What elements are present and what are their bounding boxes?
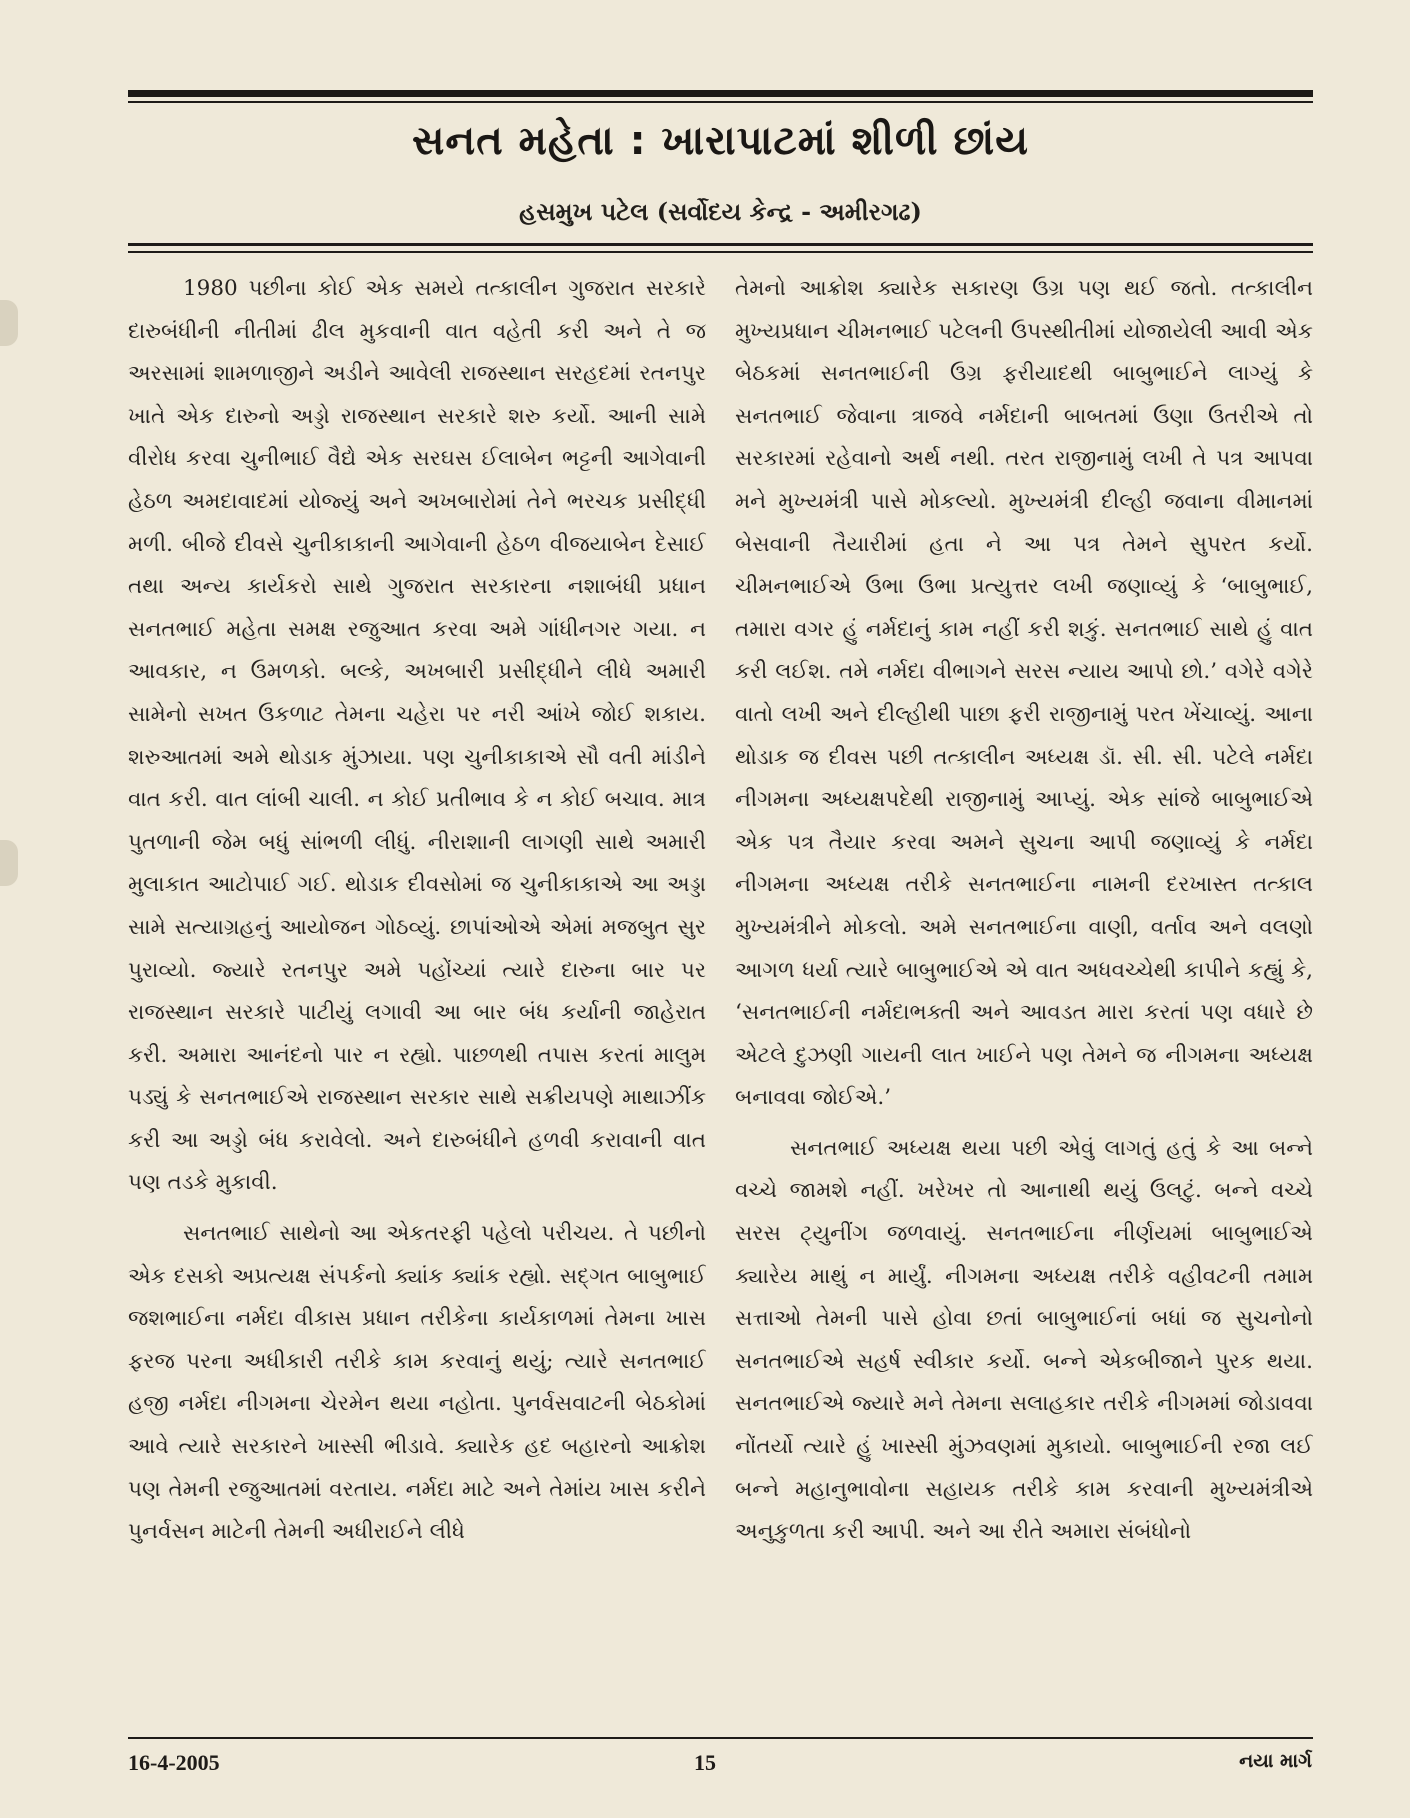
header-bottom-rule-thin	[128, 251, 1313, 253]
header-top-rule-thin	[128, 101, 1313, 103]
page-edge-tear	[0, 300, 18, 346]
article-byline: હસમુખ પટેલ (સર્વોદય કેન્દ્ર - અમીરગઢ)	[519, 197, 922, 226]
article-column-left	[128, 268, 706, 1708]
article-paragraph: તેમનો આક્રોશ ક્યારેક સકારણ ઉગ્ર પણ થઈ જતો. તત્કાલીન મુખ્યપ્રધાન ચીમનભાઈ પટેલની ઉપસ્થીતીમાં યોજાયેલી આવી એક બેઠકમાં સનતભાઈની ઉગ્ર ફરીયાદથી બાબુભાઈને લાગ્યું કે સનતભાઈ જેવાના ત્રાજવે નર્મદાની બાબતમાં ઉણા ઉતરીએ તો સરકારમાં રહેવાનો અર્થ નથી. તરત રાજીનામું લખી તે પત્ર આપવા મને મુખ્યમંત્રી પાસે મોકલ્યો. મુખ્યમંત્રી દીલ્હી જવાના વીમાનમાં બેસવાની તૈયારીમાં હતા ને આ પત્ર તેમને સુપરત કર્યો. ચીમનભાઈએ ઉભા ઉભા પ્રત્યુત્તર લખી જણાવ્યું કે ‘બાબુભાઈ, તમારા વગર હું નર્મદાનું કામ નહીં કરી શકું. સનતભાઈ સાથે હું વાત કરી લઈશ. તમે નર્મદા વીભાગને સરસ ન્યાય આપો છો.’ વગેરે વગેરે વાતો લખી અને દીલ્હીથી પાછા ફરી રાજીનામું પરત ખેંચાવ્યું. આના થોડાક જ દીવસ પછી તત્કાલીન અધ્યક્ષ ડૉ. સી. સી. પટેલે નર્મદા નીગમના અધ્યક્ષપદેથી રાજીનામું આપ્યું. એક સાંજે બાબુભાઈએ એક પત્ર તૈયાર કરવા અમને સુચના આપી જણાવ્યું કે નર્મદા નીગમના અધ્યક્ષ તરીકે સનતભાઈના નામની દરખાસ્ત તત્કાલ મુખ્યમંત્રીને મોકલો. અમે સનતભાઈના વાણી, વર્તાવ અને વલણો આગળ ધર્યા ત્યારે બાબુભાઈએ એ વાત અધવચ્ચેથી કાપીને કહ્યું કે, ‘સનતભાઈની નર્મદાભક્તી અને આવડત મારા કરતાં પણ વધારે છે એટલે દુઝણી ગાયની લાત ખાઈને પણ તેમને જ નીગમના અધ્યક્ષ બનાવવા જોઈએ.’	[735, 276, 1313, 1111]
footer-page-number: 15	[694, 1750, 716, 1775]
article-paragraph: 1980 પછીના કોઈ એક સમયે તત્કાલીન ગુજરાત સરકારે દારુબંધીની નીતીમાં ઢીલ મુકવાની વાત વહેતી કરી અને તે જ અરસામાં શામળાજીને અડીને આવેલી રાજસ્થાન સરહદમાં રતનપુર ખાતે એક દારુનો અડ્ડો રાજસ્થાન સરકારે શરુ કર્યો. આની સામે વીરોધ કરવા ચુનીભાઈ વૈદ્યે એક સરઘસ ઈલાબેન ભટ્ટની આગેવાની હેઠળ અમદાવાદમાં યોજ્યું અને અખબારોમાં તેને ભરચક પ્રસીદ્ધી મળી. બીજે દીવસે ચુનીકાકાની આગેવાની હેઠળ વીજયાબેન દેસાઈ તથા અન્ય કાર્યકરો સાથે ગુજરાત સરકારના નશાબંધી પ્રધાન સનતભાઈ મહેતા સમક્ષ રજુઆત કરવા અમે ગાંધીનગર ગયા. ન આવકાર, ન ઉમળકો. બલ્કે, અખબારી પ્રસીદ્ધીને લીધે અમારી સામેનો સખત ઉકળાટ તેમના ચહેરા પર નરી આંખે જોઈ શકાય. શરુઆતમાં અમે થોડાક મુંઝાયા. પણ ચુનીકાકાએ સૌ વતી માંડીને વાત કરી. વાત લાંબી ચાલી. ન કોઈ પ્રતીભાવ કે ન કોઈ બચાવ. માત્ર પુતળાની જેમ બધું સાંભળી લીધું. નીરાશાની લાગણી સાથે અમારી મુલાકાત આટોપાઈ ગઈ. થોડાક દીવસોમાં જ ચુનીકાકાએ આ અડ્ડા સામે સત્યાગ્રહનું આયોજન ગોઠવ્યું. છાપાંઓએ એમાં મજબુત સુર પુરાવ્યો. જ્યારે રતનપુર અમે પહોંચ્યાં ત્યારે દારુના બાર પર રાજસ્થાન સરકારે પાટીયું લગાવી આ બાર બંધ કર્યાની જાહેરાત કરી. અમારા આનંદનો પાર ન રહ્યો. પાછળથી તપાસ કરતાં માલુમ પડ્યું કે સનતભાઈએ રાજસ્થાન સરકાર સાથે સક્રીયપણે માથાઝીંક કરી આ અડ્ડો બંધ કરાવેલો. અને દારુબંધીને હળવી કરાવાની વાત પણ તડકે મુકાવી.	[128, 276, 706, 1196]
footer-rule	[128, 1737, 1313, 1739]
header-top-rule	[128, 90, 1313, 97]
article-paragraph: સનતભાઈ અધ્યક્ષ થયા પછી એવું લાગતું હતું કે આ બન્ને વચ્ચે જામશે નહીં. ખરેખર તો આનાથી થયું ઉલટું. બન્ને વચ્ચે સરસ ટ્યુનીંગ જળવાયું. સનતભાઈના નીર્ણયમાં બાબુભાઈએ ક્યારેય માથું ન માર્યું. નીગમના અધ્યક્ષ તરીકે વહીવટની તમામ સત્તાઓ તેમની પાસે હોવા છતાં બાબુભાઈનાં બધાં જ સુચનોનો સનતભાઈએ સહર્ષ સ્વીકાર કર્યો. બન્ને એકબીજાને પુરક થયા. સનતભાઈએ જ્યારે મને તેમના સલાહકાર તરીકે નીગમમાં જોડાવવા નોંતર્યો ત્યારે હું ખાસ્સી મુંઝવણમાં મુકાયો. બાબુભાઈની રજા લઈ બન્ને મહાનુભાવોના સહાયક તરીકે કામ કરવાની મુખ્યમંત્રીએ અનુકુળતા કરી આપી. અને આ રીતે અમારા સંબંધોનો	[735, 1135, 1313, 1545]
article-paragraph: સનતભાઈ સાથેનો આ એકતરફી પહેલો પરીચય. તે પછીનો એક દસકો અપ્રત્યક્ષ સંપર્કનો ક્યાંક ક્યાંક રહ્યો. સદ્ગત બાબુભાઈ જશભાઈના નર્મદા વીકાસ પ્રધાન તરીકેના કાર્યકાળમાં તેમના ખાસ ફરજ પરના અધીકારી તરીકે કામ કરવાનું થયું; ત્યારે સનતભાઈ હજી નર્મદા નીગમના ચેરમેન થયા નહોતા. પુનર્વસવાટની બેઠકોમાં આવે ત્યારે સરકારને ખાસ્સી ભીડાવે. ક્યારેક હદ બહારનો આક્રોશ પણ તેમની રજુઆતમાં વરતાય. નર્મદા માટે અને તેમાંય ખાસ કરીને પુનર્વસન માટેની તેમની અધીરાઈને લીધે	[128, 1221, 706, 1545]
article-column-right	[735, 268, 1313, 1708]
header-bottom-rule	[128, 243, 1313, 246]
article-title: સનત મહેતા : ખારાપાટમાં શીળી છાંય	[412, 118, 1029, 164]
page-edge-tear	[0, 840, 18, 886]
footer-date: 16-4-2005	[128, 1750, 220, 1775]
footer-publication-name: નયા માર્ગ	[1239, 1750, 1312, 1772]
